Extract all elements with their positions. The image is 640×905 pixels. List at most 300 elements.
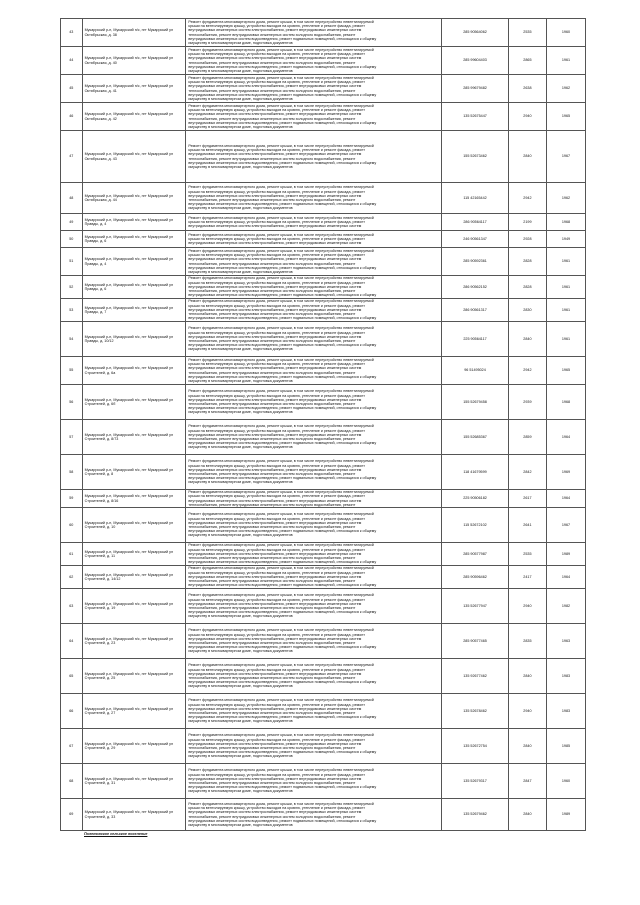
works-cell xyxy=(186,248,442,276)
works-line: Ремонт фундамента многоквартирного дома, ремонт крыши, в том числе переустройство невентилируемой xyxy=(188,424,374,429)
row-number: 52 xyxy=(61,276,83,299)
row-number: 56 xyxy=(61,385,83,420)
year-cell: 1965 xyxy=(546,103,585,131)
address-cell: Мукаррский р-н, Мукаррский п/с, пгт Мукаррский ул Строителей, д. 23 xyxy=(82,624,186,659)
table-row xyxy=(61,357,586,385)
works-line: Ремонт фундамента многоквартирного дома, ремонт крыши, в том числе переустройство невентилируемой xyxy=(188,232,374,237)
year-cell: 1964 xyxy=(546,566,585,589)
works-cell xyxy=(186,508,442,543)
table-row xyxy=(61,694,586,729)
works-line: имуществу в многоквартирном доме, подготовка документов xyxy=(188,533,293,538)
cost-cell: 285 90577465 xyxy=(442,624,509,659)
row-number: 63 xyxy=(61,589,83,624)
works-line: внутридомовых инженерных систем электроснабжения, ремонт внутридомовых инженерных систем xyxy=(188,498,362,503)
works-line: крыши на вентилируемую крышу, устройство выходов на кровлю, утепление и ремонт фасада, ремонт xyxy=(188,702,365,707)
year-cell: 1983 xyxy=(546,659,585,694)
cost-cell: 246 90561347 xyxy=(442,231,509,248)
works-line: внутридомовых инженерных систем электроснабжения, ремонт внутридомовых инженерных систем xyxy=(188,706,362,711)
works-line: крыши на вентилируемую крышу, устройство выходов на кровлю, утепление и ремонт фасада, ремонт xyxy=(188,806,365,811)
year-cell: 1964 xyxy=(546,420,585,455)
address-cell: Мукаррский р-н, Мукаррский п/с, пгт Мукаррский ул Правды, д. 7 xyxy=(82,299,186,322)
year-cell: 1960 xyxy=(546,19,585,47)
works-line: Ремонт фундамента многоквартирного дома, ремонт крыши, в том числе переустройство невентилируемой xyxy=(188,19,374,24)
works-line: Ремонт фундамента многоквартирного дома, ремонт крыши, в том числе переустройство невентилируемой xyxy=(188,185,374,190)
works-line: внутридомовых инженерных систем электроснабжения, ремонт внутридомовых инженерных систем xyxy=(188,56,362,61)
works-line: внутридомовых инженерных систем водоотведения, ремонт подвальных помещений, относящихся к общему xyxy=(188,265,377,270)
works-line: внутридомовых инженерных систем электроснабжения, ремонт внутридомовых инженерных систем xyxy=(188,193,362,198)
works-line: внутридомовых инженерных систем водоотведения, ремонт подвальных помещений, относящихся к общему xyxy=(188,583,377,588)
works-line: внутридомовых инженерных систем водоотведения, ремонт подвальных помещений, относящихся к общему xyxy=(188,818,377,823)
works-line: теплоснабжения, ремонт внутридомовых инженерных систем холодного водоснабжения, ремонт xyxy=(188,289,356,294)
works-line: Ремонт фундамента многоквартирного дома, ремонт крыши, в том числе переустройство невентилируемой xyxy=(188,276,374,281)
works-line: теплоснабжения, ремонт внутридомовых инженерных систем холодного водоснабжения, ремонт xyxy=(188,711,356,715)
table-row xyxy=(61,764,586,799)
document-sheet xyxy=(60,18,586,831)
address-cell: Мукаррский р-н, Мукаррский п/с, пгт Мукаррский ул Строителей, д. 29 xyxy=(82,729,186,764)
cost-cell: 135 52678462 xyxy=(442,694,509,729)
year-cell: 1960 xyxy=(546,764,585,799)
works-cell xyxy=(186,455,442,490)
works-line: внутридомовых инженерных систем электроснабжения, ремонт внутридомовых инженерных систем xyxy=(188,28,362,33)
works-line: внутридомовых инженерных систем электроснабжения, ремонт внутридомовых инженерных систем xyxy=(188,467,362,472)
cost-cell: 285 99604403 xyxy=(442,47,509,75)
cost-cell: 286 90562152 xyxy=(442,276,509,299)
works-line: крыши на вентилируемую крышу, устройство выходов на кровлю, утепление и ремонт фасада, ремонт xyxy=(188,189,365,194)
works-line: крыши на вентилируемую крышу, устройство выходов на кровлю, утепление и ремонт фасада, ремонт xyxy=(188,737,365,742)
table-row xyxy=(61,231,586,248)
cost-cell: 96 51495024 xyxy=(442,357,509,385)
works-cell xyxy=(186,131,442,183)
cost-cell: 285 90577987 xyxy=(442,543,509,566)
year-cell: 1965 xyxy=(546,357,585,385)
cost-cell: 155 52679458 xyxy=(442,385,509,420)
address-cell: Мукаррский р-н, Мукаррский п/с, пгт Мукаррский ул Строителей, д. 25 xyxy=(82,659,186,694)
table-row xyxy=(61,799,586,831)
row-number: 58 xyxy=(61,455,83,490)
area-cell: 2828 xyxy=(508,248,546,276)
works-cell xyxy=(186,322,442,357)
works-line: Ремонт фундамента многоквартирного дома, ремонт крыши, в том числе переустройство невентилируемой xyxy=(188,143,374,148)
area-cell: 2638 xyxy=(508,75,546,103)
row-number: 44 xyxy=(61,47,83,75)
works-line: внутридомовых инженерных систем водоотведения, ремонт подвальных помещений, относящихся к общему xyxy=(188,529,377,534)
works-line: имуществу в многоквартирном доме, подготовка документов xyxy=(188,347,293,352)
works-line: имуществу в многоквартирном доме, подготовка документов xyxy=(188,96,293,101)
works-line: теплоснабжения, ремонт внутридомовых инженерных систем холодного водоснабжения, ремонт xyxy=(188,676,356,680)
works-cell xyxy=(186,420,442,455)
row-number: 65 xyxy=(61,659,83,694)
works-line: имуществу в многоквартирном доме, подготовка документов xyxy=(188,719,293,724)
works-line: крыши на вентилируемую крышу, устройство выходов на кровлю, утепление и ремонт фасада, ремонт xyxy=(188,24,365,29)
works-line: внутридомовых инженерных систем водоотведения, ремонт подвальных помещений, относящихся к общему xyxy=(188,36,377,41)
works-line: крыши на вентилируемую крышу, устройство выходов на кровлю, утепление и ремонт фасада, ремонт xyxy=(188,463,365,468)
works-line: внутридомовых инженерных систем электроснабжения, ремонт внутридомовых инженерных систем xyxy=(188,776,362,781)
works-line: внутридомовых инженерных систем электроснабжения, ремонт внутридомовых инженерных систем xyxy=(188,241,362,246)
works-line: внутридомовых инженерных систем электроснабжения, ремонт внутридомовых инженерных систем xyxy=(188,334,362,339)
works-line: Ремонт фундамента многоквартирного дома, ремонт крыши, в том числе переустройство невентилируемой xyxy=(188,389,374,394)
works-cell xyxy=(186,543,442,566)
works-line: теплоснабжения, ремонт внутридомовых инженерных систем холодного водоснабжения, ремонт xyxy=(188,781,356,785)
works-cell xyxy=(186,357,442,385)
address-cell: Мукаррский р-н, Мукаррский п/с, пгт Мукаррский ул Октябрьская, д. 38 xyxy=(82,19,186,47)
works-line: внутридомовых инженерных систем водоотведения, ремонт подвальных помещений, относящихся к общему xyxy=(188,343,377,348)
works-cell xyxy=(186,385,442,420)
works-line: теплоснабжения, ремонт внутридомовых инженерных систем холодного водоснабжения, ремонт xyxy=(188,502,356,507)
area-cell: 2939 xyxy=(508,385,546,420)
works-line: теплоснабжения, ремонт внутридомовых инженерных систем холодного водоснабжения, ремонт xyxy=(188,198,356,202)
works-line: внутридомовых инженерных систем водоотведения, ремонт подвальных помещений, относящихся к общему xyxy=(188,750,377,755)
address-cell: Мукаррский р-н, Мукаррский п/с, пгт Мукаррский ул Строителей, д. 19 xyxy=(82,589,186,624)
area-cell: 2940 xyxy=(508,694,546,729)
area-cell: 2840 xyxy=(508,322,546,357)
year-cell: 1961 xyxy=(546,248,585,276)
works-line: имуществу в многоквартирном доме, подготовка документов xyxy=(188,40,293,45)
works-line: внутридомовых инженерных систем электроснабжения, ремонт внутридомовых инженерных систем xyxy=(188,671,362,676)
table-row xyxy=(61,131,586,183)
row-number: 50 xyxy=(61,231,83,248)
works-line: внутридомовых инженерных систем электроснабжения, ремонт внутридомовых инженерных систем xyxy=(188,810,362,815)
table-row xyxy=(61,183,586,214)
area-cell: 2828 xyxy=(508,276,546,299)
works-line: внутридомовых инженерных систем водоотведения, ремонт подвальных помещений, относящихся к общему xyxy=(188,441,377,446)
works-line: крыши на вентилируемую крышу, устройство выходов на кровлю, утепление и ремонт фасада, ремонт xyxy=(188,280,365,285)
works-line: теплоснабжения, ремонт внутридомовых инженерных систем холодного водоснабжения, ремонт xyxy=(188,746,356,750)
works-line: внутридомовых инженерных систем водоотведения, ремонт подвальных помещений, относящихся к общему xyxy=(188,293,377,298)
works-line: внутридомовых инженерных систем электроснабжения, ремонт внутридомовых инженерных систем xyxy=(188,84,362,89)
address-cell: Мукаррский р-н, Мукаррский п/с, пгт Мукаррский ул Правды, д. 4 xyxy=(82,214,186,231)
year-cell: 1961 xyxy=(546,276,585,299)
works-line: теплоснабжения, ремонт внутридомовых инженерных систем холодного водоснабжения, ремонт xyxy=(188,261,356,266)
works-line: внутридомовых инженерных систем водоотведения, ремонт подвальных помещений, относящихся к общему xyxy=(188,64,377,69)
cost-cell: 115 52672102 xyxy=(442,508,509,543)
area-cell: 2617 xyxy=(508,490,546,508)
cost-cell: 285 90564062 xyxy=(442,19,509,47)
table-row xyxy=(61,75,586,103)
year-cell: 1961 xyxy=(546,47,585,75)
address-cell: Мукаррский р-н, Мукаррский п/с, пгт Мукаррский ул Октябрьская, д. 42 xyxy=(82,103,186,131)
area-cell: 2535 xyxy=(508,19,546,47)
works-line: теплоснабжения, ремонт внутридомовых инженерных систем холодного водоснабжения, ремонт xyxy=(188,525,356,529)
works-line: внутридомовых инженерных систем электроснабжения, ремонт внутридомовых инженерных систем xyxy=(188,636,362,641)
works-line: имуществу в многоквартирном доме, подготовка документов xyxy=(188,164,293,169)
year-cell: 1983 xyxy=(546,694,585,729)
works-line: Ремонт фундамента многоквартирного дома, ремонт крыши, в том числе переустройство невентилируемой xyxy=(188,663,374,668)
works-line: Ремонт фундамента многоквартирного дома, ремонт крыши, в том числе переустройство невентилируемой xyxy=(188,490,374,495)
works-cell xyxy=(186,659,442,694)
cost-cell: 135 52679317 xyxy=(442,764,509,799)
cost-cell: 225 90506182 xyxy=(442,490,509,508)
works-line: крыши на вентилируемую крышу, устройство выходов на кровлю, утепление и ремонт фасада, ремонт xyxy=(188,597,365,602)
address-cell: Мукаррский р-н, Мукаррский п/с, пгт Мукаррский ул Октябрьская, д. 40 xyxy=(82,47,186,75)
works-line: Ремонт фундамента многоквартирного дома, ремонт крыши, в том числе переустройство невентилируемой xyxy=(188,698,374,703)
cost-cell: 155 52685367 xyxy=(442,420,509,455)
works-line: внутридомовых инженерных систем электроснабжения, ремонт внутридомовых инженерных систем xyxy=(188,257,362,262)
table-row xyxy=(61,248,586,276)
works-line: имуществу в многоквартирном доме, подготовка документов xyxy=(188,206,293,211)
works-line: крыши на вентилируемую крышу, устройство выходов на кровлю, утепление и ремонт фасада, ремонт xyxy=(188,362,365,367)
works-line: теплоснабжения, ремонт внутридомовых инженерных систем холодного водоснабжения, ремонт xyxy=(188,402,356,406)
table-row xyxy=(61,624,586,659)
works-line: Ремонт фундамента многоквартирного дома, ремонт крыши, в том числе переустройство невентилируемой xyxy=(188,299,374,304)
works-line: теплоснабжения, ремонт внутридомовых инженерных систем холодного водоснабжения, ремонт xyxy=(188,472,356,476)
address-cell: Мукаррский р-н, Мукаррский п/с, пгт Мукаррский ул Строителей, д. 33 xyxy=(82,799,186,831)
works-line: внутридомовых инженерных систем электроснабжения, ремонт внутридомовых инженерных систем xyxy=(188,551,362,556)
row-number: 54 xyxy=(61,322,83,357)
area-cell: 2928 xyxy=(508,231,546,248)
works-line: крыши на вентилируемую крышу, устройство выходов на кровлю, утепление и ремонт фасада, ремонт xyxy=(188,108,365,113)
address-cell: Мукаррский р-н, Мукаррский п/с, пгт Мукаррский ул Строителей, д. 6а xyxy=(82,357,186,385)
works-cell xyxy=(186,103,442,131)
works-line: крыши на вентилируемую крышу, устройство выходов на кровлю, утепление и ремонт фасада, ремонт xyxy=(188,494,365,499)
year-cell: 1968 xyxy=(546,385,585,420)
address-cell: Мукаррский р-н, Мукаррский п/с, пгт Мукаррский ул Строителей, д. 8 xyxy=(82,455,186,490)
year-cell: 1989 xyxy=(546,799,585,831)
works-line: теплоснабжения, ремонт внутридомовых инженерных систем холодного водоснабжения, ремонт xyxy=(188,116,356,121)
year-cell: 1949 xyxy=(546,231,585,248)
area-cell: 2830 xyxy=(508,299,546,322)
settlement-footer-label: Полетовское сельское поселение xyxy=(84,832,148,836)
works-line: имуществу в многоквартирном доме, подготовка документов xyxy=(188,649,293,654)
row-number: 48 xyxy=(61,183,83,214)
works-line: внутридомовых инженерных систем водоотведения, ремонт подвальных помещений, относящихся к общему xyxy=(188,92,377,97)
works-line: внутридомовых инженерных систем электроснабжения, ремонт внутридомовых инженерных систем xyxy=(188,432,362,437)
table-body xyxy=(61,19,586,831)
works-line: внутридомовых инженерных систем электроснабжения, ремонт внутридомовых инженерных систем xyxy=(188,112,362,117)
row-number: 64 xyxy=(61,624,83,659)
cost-cell: 135 92677462 xyxy=(442,659,509,694)
year-cell: 1968 xyxy=(546,214,585,231)
works-line: Ремонт фундамента многоквартирного дома, ремонт крыши, в том числе переустройство невентилируемой xyxy=(188,215,374,220)
works-line: теплоснабжения, ремонт внутридомовых инженерных систем холодного водоснабжения, ремонт xyxy=(188,312,356,317)
works-line: имуществу в многоквартирном доме, подготовка документов xyxy=(188,822,293,827)
works-line: внутридомовых инженерных систем водоотведения, ремонт подвальных помещений, относящихся к общему xyxy=(188,715,377,720)
area-cell: 2417 xyxy=(508,566,546,589)
cost-cell: 135 52672754 xyxy=(442,729,509,764)
row-number: 69 xyxy=(61,799,83,831)
works-line: теплоснабжения, ремонт внутридомовых инженерных систем холодного водоснабжения, ремонт xyxy=(188,32,356,37)
works-cell xyxy=(186,183,442,214)
works-cell xyxy=(186,694,442,729)
cost-cell: 135 52677947 xyxy=(442,589,509,624)
row-number: 45 xyxy=(61,75,83,103)
works-line: имуществу в многоквартирном доме, подготовка документов xyxy=(188,68,293,73)
area-cell: 2535 xyxy=(508,543,546,566)
works-line: теплоснабжения, ремонт внутридомовых инженерных систем холодного водоснабжения, ремонт xyxy=(188,606,356,610)
works-line: внутридомовых инженерных систем водоотведения, ремонт подвальных помещений, относящихся к общему xyxy=(188,406,377,411)
row-number: 61 xyxy=(61,543,83,566)
works-line: внутридомовых инженерных систем электроснабжения, ремонт внутридомовых инженерных систем xyxy=(188,284,362,289)
cost-cell: 285 99679482 xyxy=(442,75,509,103)
works-line: внутридомовых инженерных систем водоотведения, ремонт подвальных помещений, относящихся к общему xyxy=(188,560,377,565)
year-cell: 1985 xyxy=(546,729,585,764)
address-cell: Мукаррский р-н, Мукаррский п/с, пгт Мукаррский ул Правды, д. 6 xyxy=(82,231,186,248)
table-row xyxy=(61,729,586,764)
table-row xyxy=(61,566,586,589)
works-line: Ремонт фундамента многоквартирного дома, ремонт крыши, в том числе переустройство невентилируемой xyxy=(188,75,374,80)
table-row xyxy=(61,543,586,566)
works-line: крыши на вентилируемую крышу, устройство выходов на кровлю, утепление и ремонт фасада, ремонт xyxy=(188,330,365,335)
table-row xyxy=(61,589,586,624)
area-cell: 2840 xyxy=(508,659,546,694)
works-cell xyxy=(186,214,442,231)
area-cell: 2865 xyxy=(508,47,546,75)
area-cell: 2641 xyxy=(508,508,546,543)
area-cell: 2940 xyxy=(508,103,546,131)
cost-cell: 225 90564117 xyxy=(442,322,509,357)
row-number: 55 xyxy=(61,357,83,385)
works-line: крыши на вентилируемую крышу, устройство выходов на кровлю, утепление и ремонт фасада, ремонт xyxy=(188,236,365,241)
year-cell: 1962 xyxy=(546,75,585,103)
area-cell: 2942 xyxy=(508,357,546,385)
works-cell xyxy=(186,764,442,799)
row-number: 47 xyxy=(61,131,83,183)
address-cell: Мукаррский р-н, Мукаррский п/с, пгт Мукаррский ул Правды, д. 10/12 xyxy=(82,322,186,357)
table-row xyxy=(61,103,586,131)
works-line: внутридомовых инженерных систем электроснабжения, ремонт внутридомовых инженерных систем xyxy=(188,366,362,371)
row-number: 60 xyxy=(61,508,83,543)
works-line: крыши на вентилируемую крышу, устройство выходов на кровлю, утепление и ремонт фасада, ремонт xyxy=(188,80,365,85)
table-row xyxy=(61,19,586,47)
works-line: внутридомовых инженерных систем водоотведения, ремонт подвальных помещений, относящихся к общему xyxy=(188,120,377,125)
works-cell xyxy=(186,624,442,659)
cost-cell: 135 52675447 xyxy=(442,103,509,131)
address-cell: Мукаррский р-н, Мукаррский п/с, пгт Мукаррский ул Октябрьская, д. 41 xyxy=(82,75,186,103)
works-line: теплоснабжения, ремонт внутридомовых инженерных систем холодного водоснабжения, ремонт xyxy=(188,437,356,441)
address-cell: Мукаррский р-н, Мукаррский п/с, пгт Мукаррский ул Строителей, д. 10 xyxy=(82,508,186,543)
address-cell: Мукаррский р-н, Мукаррский п/с, пгт Мукаррский ул Правды, д. 6 xyxy=(82,276,186,299)
row-number: 43 xyxy=(61,19,83,47)
works-line: теплоснабжения, ремонт внутридомовых инженерных систем холодного водоснабжения, ремонт xyxy=(188,641,356,645)
works-line: внутридомовых инженерных систем водоотведения, ремонт подвальных помещений, относящихся к общему xyxy=(188,374,377,379)
cost-cell: 135 52679462 xyxy=(442,799,509,831)
works-line: Ремонт фундамента многоквартирного дома, ремонт крыши, в том числе переустройство невентилируемой xyxy=(188,357,374,362)
works-cell xyxy=(186,276,442,299)
area-cell: 2842 xyxy=(508,455,546,490)
works-line: имуществу в многоквартирном доме, подготовка документов xyxy=(188,614,293,619)
cost-cell: 155 52673462 xyxy=(442,131,509,183)
works-line: Ремонт фундамента многоквартирного дома, ремонт крыши, в том числе переустройство невентилируемой xyxy=(188,459,374,464)
year-cell: 1964 xyxy=(546,490,585,508)
works-line: крыши на вентилируемую крышу, устройство выходов на кровлю, утепление и ремонт фасада, ремонт xyxy=(188,667,365,672)
works-line: крыши на вентилируемую крышу, устройство выходов на кровлю, утепление и ремонт фасада, ремонт xyxy=(188,52,365,57)
works-line: крыши на вентилируемую крышу, устройство выходов на кровлю, утепление и ремонт фасада, ремонт xyxy=(188,570,365,575)
area-cell: 2942 xyxy=(508,183,546,214)
row-number: 66 xyxy=(61,694,83,729)
works-line: крыши на вентилируемую крышу, устройство выходов на кровлю, утепление и ремонт фасада, ремонт xyxy=(188,547,365,552)
area-cell: 2859 xyxy=(508,420,546,455)
table-row xyxy=(61,508,586,543)
row-number: 46 xyxy=(61,103,83,131)
address-cell: Мукаррский р-н, Мукаррский п/с, пгт Мукаррский ул Октябрьская, д. 43 xyxy=(82,131,186,183)
works-line: Ремонт фундамента многоквартирного дома, ремонт крыши, в том числе переустройство невентилируемой xyxy=(188,543,374,548)
works-line: внутридомовых инженерных систем электроснабжения, ремонт внутридомовых инженерных систем xyxy=(188,574,362,579)
works-line: Ремонт фундамента многоквартирного дома, ремонт крыши, в том числе переустройство невентилируемой xyxy=(188,801,374,806)
area-cell: 2840 xyxy=(508,799,546,831)
works-line: внутридомовых инженерных систем водоотведения, ремонт подвальных помещений, относящихся к общему xyxy=(188,680,377,685)
works-line: внутридомовых инженерных систем водоотведения, ремонт подвальных помещений, относящихся к общему xyxy=(188,785,377,790)
row-number: 53 xyxy=(61,299,83,322)
works-cell xyxy=(186,799,442,831)
address-cell: Мукаррский р-н, Мукаррский п/с, пгт Мукаррский ул Октябрьская, д. 44 xyxy=(82,183,186,214)
address-cell: Мукаррский р-н, Мукаррский п/с, пгт Мукаррский ул Строителей, д. 31 xyxy=(82,764,186,799)
works-line: внутридомовых инженерных систем электроснабжения, ремонт внутридомовых инженерных систем xyxy=(188,741,362,746)
works-line: Ремонт фундамента многоквартирного дома, ремонт крыши, в том числе переустройство невентилируемой xyxy=(188,248,374,253)
area-cell: 2840 xyxy=(508,131,546,183)
year-cell: 1961 xyxy=(546,299,585,322)
works-line: внутридомовых инженерных систем водоотведения, ремонт подвальных помещений, относящихся к общему xyxy=(188,316,377,321)
works-line: теплоснабжения, ремонт внутридомовых инженерных систем холодного водоснабжения, ремонт xyxy=(188,370,356,375)
table-row xyxy=(61,420,586,455)
area-cell: 2199 xyxy=(508,214,546,231)
works-cell xyxy=(186,299,442,322)
works-line: крыши на вентилируемую крышу, устройство выходов на кровлю, утепление и ремонт фасада, ремонт xyxy=(188,516,365,521)
works-cell xyxy=(186,47,442,75)
works-line: теплоснабжения, ремонт внутридомовых инженерных систем холодного водоснабжения, ремонт xyxy=(188,579,356,584)
works-line: крыши на вентилируемую крышу, устройство выходов на кровлю, утепление и ремонт фасада, ремонт xyxy=(188,253,365,258)
cost-cell: 285 90596462 xyxy=(442,566,509,589)
works-line: Ремонт фундамента многоквартирного дома, ремонт крыши, в том числе переустройство невентилируемой xyxy=(188,566,374,571)
table-row xyxy=(61,455,586,490)
works-line: Ремонт фундамента многоквартирного дома, ремонт крыши, в том числе переустройство невентилируемой xyxy=(188,512,374,517)
works-line: внутридомовых инженерных систем водоотведения, ремонт подвальных помещений, относящихся к общему xyxy=(188,476,377,481)
works-line: имуществу в многоквартирном доме, подготовка документов xyxy=(188,410,293,415)
works-line: Ремонт фундамента многоквартирного дома, ремонт крыши, в том числе переустройство невентилируемой xyxy=(188,103,374,108)
works-line: крыши на вентилируемую крышу, устройство выходов на кровлю, утепление и ремонт фасада, ремонт xyxy=(188,428,365,433)
table-row xyxy=(61,385,586,420)
works-cell xyxy=(186,231,442,248)
works-line: имуществу в многоквартирном доме, подготовка документов xyxy=(188,378,293,383)
row-number: 49 xyxy=(61,214,83,231)
works-line: теплоснабжения, ремонт внутридомовых инженерных систем холодного водоснабжения, ремонт xyxy=(188,556,356,561)
works-cell xyxy=(186,729,442,764)
address-cell: Мукаррский р-н, Мукаррский п/с, пгт Мукаррский ул Строителей, д. 6б xyxy=(82,385,186,420)
table-row xyxy=(61,490,586,508)
works-line: внутридомовых инженерных систем электроснабжения, ремонт внутридомовых инженерных систем xyxy=(188,224,362,229)
year-cell: 1982 xyxy=(546,589,585,624)
works-line: внутридомовых инженерных систем водоотведения, ремонт подвальных помещений, относящихся к общему xyxy=(188,160,377,165)
cost-cell: 118 41679599 xyxy=(442,455,509,490)
works-line: крыши на вентилируемую крышу, устройство выходов на кровлю, утепление и ремонт фасада, ремонт xyxy=(188,303,365,308)
works-line: внутридомовых инженерных систем водоотведения, ремонт подвальных помещений, относящихся к общему xyxy=(188,645,377,650)
address-cell: Мукаррский р-н, Мукаррский п/с, пгт Мукаррский ул Строителей, д. 14/12 xyxy=(82,566,186,589)
year-cell: 1967 xyxy=(546,508,585,543)
works-line: имуществу в многоквартирном доме, подготовка документов xyxy=(188,480,293,485)
works-line: теплоснабжения, ремонт внутридомовых инженерных систем холодного водоснабжения, ремонт xyxy=(188,814,356,819)
works-line: имуществу в многоквартирном доме, подготовка документов xyxy=(188,789,293,794)
cost-cell: 286 90561317 xyxy=(442,299,509,322)
works-cell xyxy=(186,490,442,508)
works-line: имуществу в многоквартирном доме, подготовка документов xyxy=(188,754,293,759)
repair-program-table xyxy=(60,18,586,831)
works-line: теплоснабжения, ремонт внутридомовых инженерных систем холодного водоснабжения, ремонт xyxy=(188,156,356,161)
works-cell xyxy=(186,589,442,624)
year-cell: 1961 xyxy=(546,322,585,357)
works-line: Ремонт фундамента многоквартирного дома, ремонт крыши, в том числе переустройство невентилируемой xyxy=(188,628,374,633)
works-line: Ремонт фундамента многоквартирного дома, ремонт крыши, в том числе переустройство невентилируемой xyxy=(188,47,374,52)
works-line: крыши на вентилируемую крышу, устройство выходов на кровлю, утепление и ремонт фасада, ремонт xyxy=(188,632,365,637)
works-line: внутридомовых инженерных систем электроснабжения, ремонт внутридомовых инженерных систем xyxy=(188,601,362,606)
table-row xyxy=(61,322,586,357)
works-cell xyxy=(186,19,442,47)
address-cell: Мукаррский р-н, Мукаррский п/с, пгт Мукаррский ул Правды, д. 4 xyxy=(82,248,186,276)
works-line: Ремонт фундамента многоквартирного дома, ремонт крыши, в том числе переустройство невентилируемой xyxy=(188,326,374,331)
address-cell: Мукаррский р-н, Мукаррский п/с, пгт Мукаррский ул Строителей, д. 8/16 xyxy=(82,490,186,508)
row-number: 59 xyxy=(61,490,83,508)
cost-cell: 115 42165442 xyxy=(442,183,509,214)
works-line: имуществу в многоквартирном доме, подготовка документов xyxy=(188,684,293,689)
works-line: теплоснабжения, ремонт внутридомовых инженерных систем холодного водоснабжения, ремонт xyxy=(188,88,356,93)
works-cell xyxy=(186,75,442,103)
